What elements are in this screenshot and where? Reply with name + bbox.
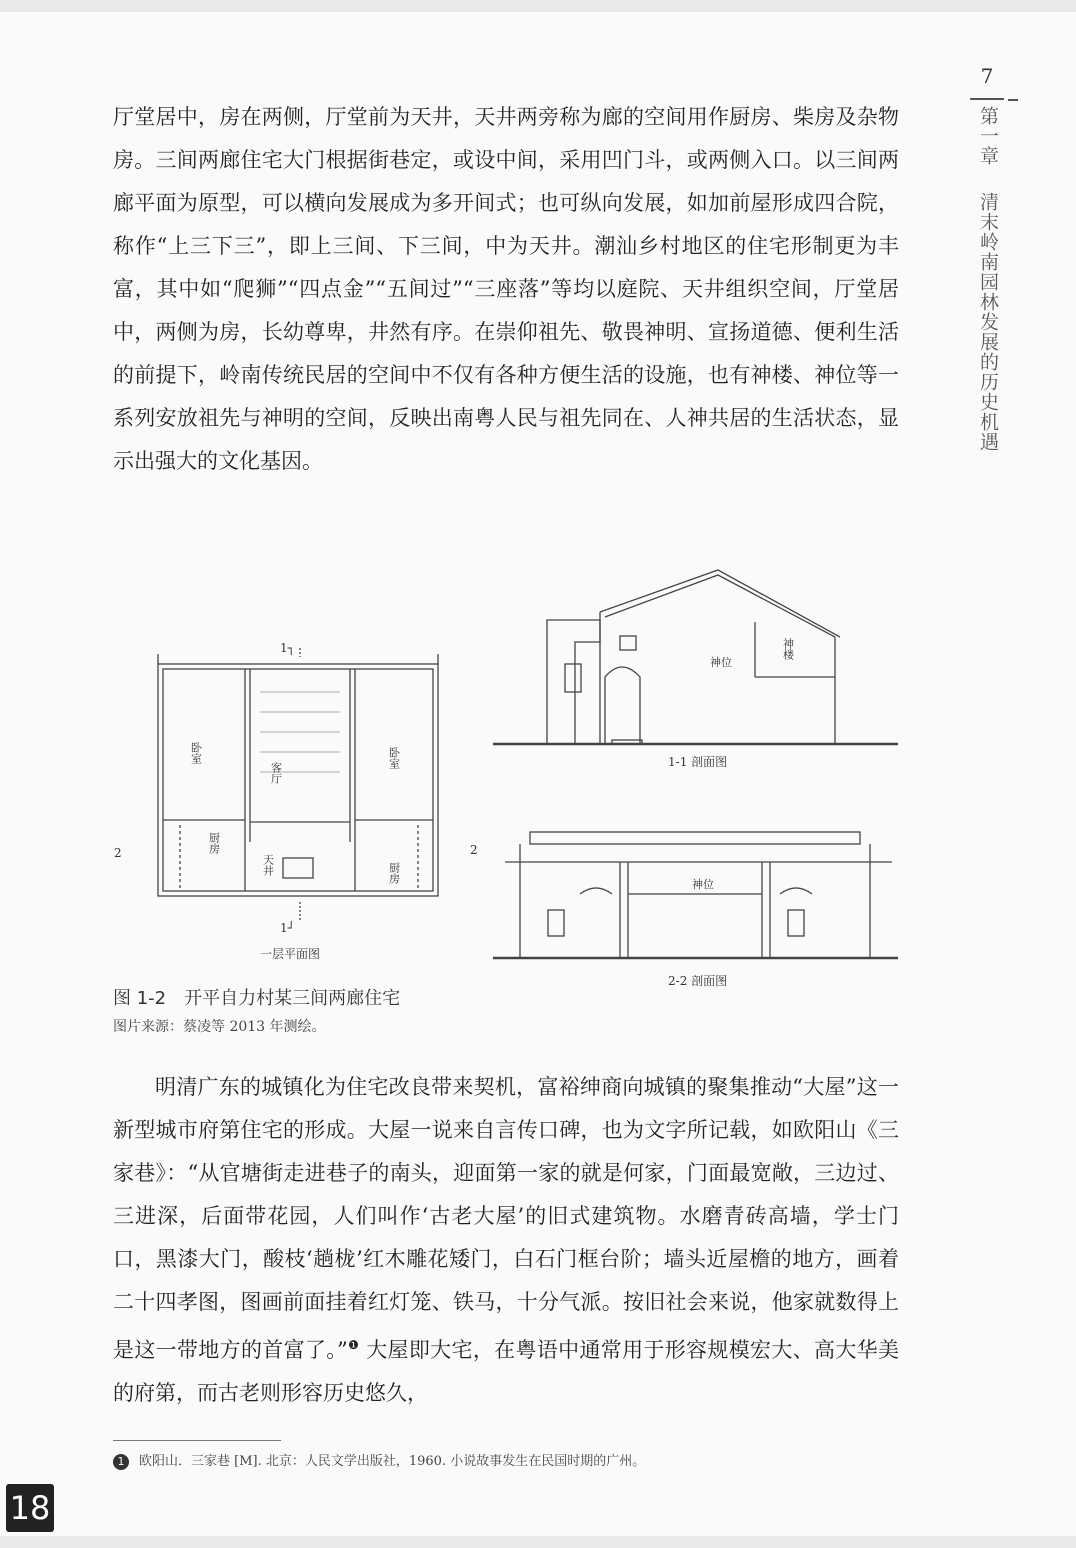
body-paragraph-1: 厅堂居中，房在两侧，厅堂前为天井，天井两旁称为廊的空间用作厨房、柴房及杂物房。三间两廊住宅大门根据街巷定，或设中间，采用凹门斗，或两侧入口。以三间两廊平面为原型，可以横向发展成为多开间式；也可纵向发展，如加前屋形成四合院，称作“上三下三”，即上三间、下三间，中为天井。潮汕乡村地区的住宅形制更为丰富，其中如“爬狮”“四点金”“五间过”“三座落”等均以庭院、天井组织空间，厅堂居中，两侧为房，长幼尊卑，井然有序。在崇仰祖先、敬畏神明、宣扬道德、便利生活的前提下，岭南传统民居的空间中不仅有各种方便生活的设施，也有神楼、神位等一系列安放祖先与神明的空间，反映出南粤人民与祖先同在、人神共居的生活状态，显示出强大的文化基因。 — [113, 105, 899, 473]
label-shrine-1: 神位 — [710, 656, 732, 669]
label-shrine-2: 神位 — [692, 878, 714, 891]
figure-source: 图片来源：蔡凌等 2013 年测绘。 — [113, 1019, 326, 1035]
label-courtyard: 天井 — [261, 854, 275, 876]
footnote-rule — [113, 1440, 281, 1441]
section-mark-2-left: 2 — [114, 846, 122, 860]
label-kitchen-right: 厨房 — [387, 862, 401, 884]
label-shrine-loft: 神楼 — [781, 638, 795, 660]
figure-drawing — [100, 542, 920, 987]
footnote-text: 欧阳山．三家巷 [M]. 北京：人民文学出版社，1960. 小说故事发生在民国时期的广州。 — [139, 1454, 646, 1469]
section-1-title: 1-1 剖面图 — [668, 755, 728, 769]
section-mark-2-right: 2 — [470, 843, 478, 857]
label-kitchen-left: 厨房 — [207, 832, 221, 854]
body-paragraph-2 — [113, 1066, 899, 1415]
plan-title: 一层平面图 — [260, 947, 321, 961]
header-rule-dash — [1008, 99, 1018, 101]
section-2-title: 2-2 剖面图 — [668, 974, 728, 987]
section-1-1 — [493, 570, 898, 744]
footnote-reference[interactable]: ❶ — [347, 1338, 360, 1352]
page-counter-badge: 18 — [6, 1484, 54, 1532]
section-2-2 — [493, 832, 898, 958]
body-paragraph-2-text: 明清广东的城镇化为住宅改良带来契机，富裕绅商向城镇的聚集推动“大屋”这一新型城市府第住宅的形成。大屋一说来自言传口碑，也为文字所记载，如欧阳山《三家巷》：“从官塘街走进巷子的南头，迎面第一家的就是何家，门面最宽敞，三边过、三进深，后面带花园，人们叫作‘古老大屋’的旧式建筑物。水磨青砖高墙，学士门口，黑漆大门，酸枝‘趟栊’红木雕花矮门，白石门框台阶；墙头近屋檐的地方，画着二十四孝图，图画前面挂着红灯笼、铁马，十分气派。按旧社会来说，他家就数得上是这一带地方的首富了。” — [113, 1075, 899, 1362]
page-number: 7 — [980, 64, 994, 88]
section-mark-1-top: 1┐ — [280, 641, 295, 655]
label-bedroom-right: 卧室 — [387, 747, 401, 769]
book-page — [0, 12, 1076, 1536]
label-living-hall: 客厅 — [269, 762, 283, 784]
chapter-title: 清末岭南园林发展的历史机遇 — [977, 192, 999, 452]
label-bedroom-left: 卧室 — [189, 742, 203, 764]
figure-caption: 图 1-2 开平自力村某三间两廊住宅 — [113, 988, 401, 1009]
header-rule — [970, 98, 1004, 100]
chapter-label: 第一章 — [977, 106, 999, 166]
body-paragraph-2-tail: 大屋即大宅，在粤语中通常用于形容规模宏大、高大华美的府第，而古老则形容历史悠久， — [113, 1338, 899, 1405]
footnote — [113, 1450, 645, 1470]
section-mark-1-bottom: 1┘ — [280, 921, 295, 935]
footnote-marker: 1 — [113, 1454, 129, 1470]
